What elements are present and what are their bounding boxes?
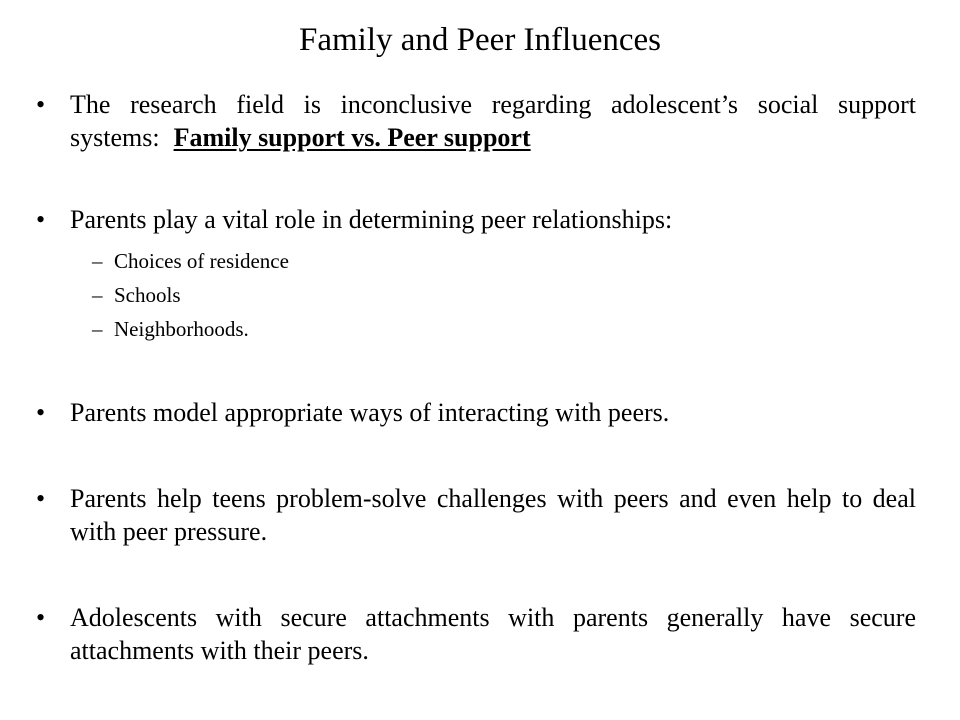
sub-item-label: Neighborhoods.: [114, 317, 249, 341]
sub-item-schools: [92, 282, 181, 308]
bullet-1-text-block: [70, 88, 916, 154]
sub-item-neighborhoods: [92, 316, 249, 342]
bullet-2: [36, 203, 916, 236]
bullet-marker: •: [36, 205, 46, 234]
bullet-marker: •: [36, 484, 46, 513]
bullet-2-text: Parents play a vital role in determining peer relationships:: [70, 205, 673, 234]
sub-item-residence: [92, 248, 289, 274]
bullet-4: [36, 482, 916, 548]
sub-marker: –: [92, 317, 103, 341]
bullet-5: [36, 601, 916, 667]
sub-item-label: Schools: [114, 283, 181, 307]
bullet-5-text: Adolescents with secure attachments with parents generally have secure attachments with their peers.: [70, 603, 916, 665]
bullet-marker: •: [36, 90, 46, 119]
sub-marker: –: [92, 283, 103, 307]
bullet-1-text: The research field is inconclusive regarding adolescent’s social support systems:: [70, 90, 916, 152]
bullet-1-emphasis: Family support vs. Peer support: [173, 123, 531, 152]
sub-marker: –: [92, 249, 103, 273]
bullet-3-text: Parents model appropriate ways of interacting with peers.: [70, 398, 670, 427]
sub-item-label: Choices of residence: [114, 249, 289, 273]
bullet-marker: •: [36, 398, 46, 427]
slide-title: Family and Peer Influences: [299, 22, 661, 58]
bullet-3: [36, 396, 916, 429]
bullet-4-text: Parents help teens problem-solve challenges with peers and even help to deal with peer pressure.: [70, 484, 916, 546]
bullet-marker: •: [36, 603, 46, 632]
bullet-1: [36, 88, 916, 154]
